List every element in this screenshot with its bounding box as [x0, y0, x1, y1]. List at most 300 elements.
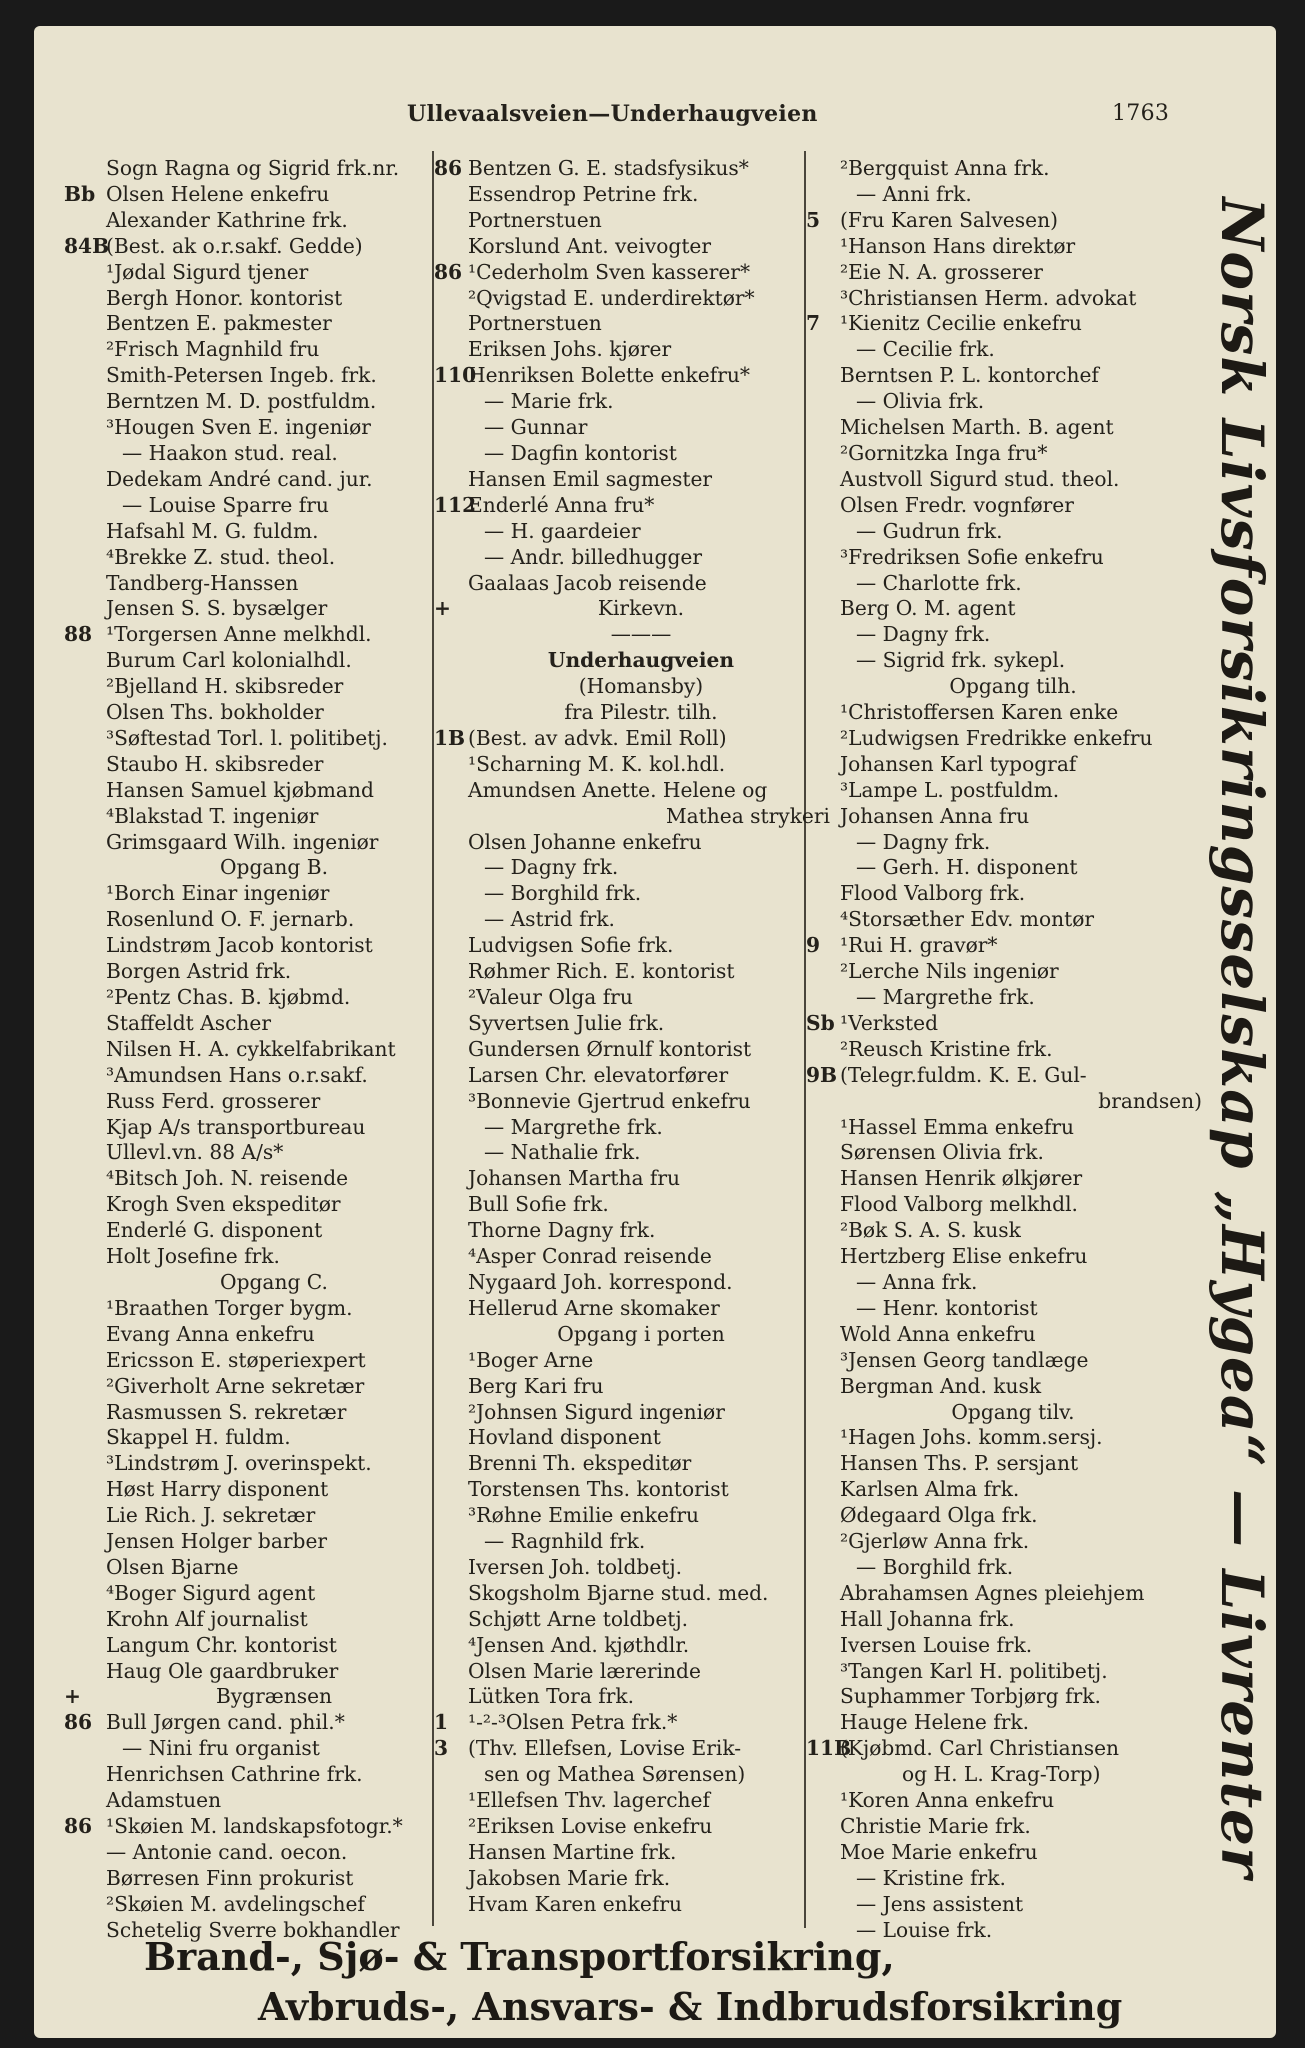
directory-entry — [64, 363, 462, 389]
entry-text: Røhmer Rich. E. kontorist — [468, 959, 735, 984]
directory-entry — [434, 156, 834, 182]
directory-column-3 — [806, 156, 1206, 1944]
directory-entry — [64, 1710, 462, 1736]
directory-entry — [806, 752, 1206, 778]
entry-text: Iversen Joh. toldbetj. — [468, 1554, 683, 1579]
directory-entry — [64, 778, 462, 804]
directory-entry — [64, 1866, 462, 1892]
directory-entry — [806, 545, 1206, 571]
directory-entry — [806, 1270, 1206, 1296]
entry-text: ²Skøien M. avdelingschef — [106, 1891, 365, 1916]
directory-entry — [64, 700, 462, 726]
entry-text: Staffeldt Ascher — [106, 1010, 272, 1035]
entry-text: Kirkevn. — [597, 596, 685, 621]
entry-text: Henrichsen Cathrine frk. — [106, 1762, 363, 1787]
entry-text: Flood Valborg frk. — [840, 881, 1026, 906]
directory-entry — [434, 1400, 834, 1426]
entry-text: ⁴Brekke Z. stud. theol. — [106, 544, 336, 569]
directory-entry — [806, 1063, 1206, 1089]
entry-text: Flood Valborg melkhdl. — [840, 1192, 1078, 1217]
directory-column-2 — [434, 156, 834, 1918]
directory-entry — [64, 1814, 462, 1840]
entry-text: Olsen Fredr. vognfører — [840, 492, 1074, 517]
entry-text: Borgen Astrid frk. — [106, 959, 292, 984]
directory-entry — [434, 1011, 834, 1037]
entry-text: ²Bergquist Anna frk. — [840, 156, 1050, 180]
entry-text: Syvertsen Julie frk. — [468, 1010, 665, 1035]
directory-entry — [806, 1166, 1206, 1192]
directory-entry — [806, 1684, 1206, 1710]
entry-text: Adamstuen — [106, 1788, 222, 1813]
entry-text: ¹Hanson Hans direktør — [840, 233, 1076, 258]
entry-text: Olsen Helene enkefru — [106, 181, 330, 206]
entry-text: — Anni frk. — [856, 181, 972, 206]
entry-text: Staubo H. skibsreder — [106, 751, 324, 776]
entry-text: Krohn Alf journalist — [106, 1606, 308, 1631]
house-number: 88 — [64, 622, 93, 647]
directory-entry — [434, 674, 834, 700]
house-number: 86 — [64, 1710, 93, 1735]
directory-entry — [434, 1840, 834, 1866]
entry-text: ²Pentz Chas. B. kjøbmd. — [106, 985, 351, 1009]
entry-text: (Kjøbmd. Carl Christiansen — [840, 1736, 1120, 1761]
entry-text: Kjap A/s transportbureau — [106, 1114, 366, 1139]
directory-entry — [64, 1348, 462, 1374]
entry-text: ²Frisch Magnhild fru — [106, 337, 320, 362]
directory-entry — [64, 1659, 462, 1685]
directory-entry — [806, 1814, 1206, 1840]
entry-text: ⁴Storsæther Edv. montør — [840, 907, 1095, 932]
entry-text: ¹Rui H. gravør* — [840, 933, 998, 958]
directory-entry — [434, 441, 834, 467]
directory-entry — [64, 622, 462, 648]
directory-entry — [434, 545, 834, 571]
entry-text: Opgang B. — [219, 855, 329, 880]
directory-entry — [806, 1788, 1206, 1814]
entry-text: ¹Borch Einar ingeniør — [106, 881, 330, 906]
entry-text: Portnerstuen — [468, 311, 602, 336]
directory-entry — [434, 234, 834, 260]
directory-entry — [434, 596, 834, 622]
entry-text: ¹Ellefsen Thv. lagerchef — [468, 1788, 710, 1813]
directory-entry — [64, 1115, 462, 1141]
directory-entry — [64, 1374, 462, 1400]
entry-text: ¹Verksted — [840, 1010, 938, 1035]
entry-text: Bergman And. kusk — [840, 1373, 1042, 1398]
house-number: 1 — [434, 1710, 449, 1735]
directory-entry — [64, 286, 462, 312]
directory-entry — [434, 1425, 834, 1451]
directory-entry — [434, 1659, 834, 1685]
entry-text: Berntsen P. L. kontorchef — [840, 363, 1099, 388]
entry-text: — Andr. billedhugger — [484, 544, 702, 569]
entry-text: — Nini fru organist — [122, 1736, 320, 1761]
directory-entry — [806, 234, 1206, 260]
directory-entry — [64, 208, 462, 234]
directory-entry — [806, 1218, 1206, 1244]
directory-entry — [806, 467, 1206, 493]
directory-entry — [64, 234, 462, 260]
directory-entry — [434, 1451, 834, 1477]
directory-entry — [806, 855, 1206, 881]
directory-entry — [806, 674, 1206, 700]
entry-text: (Best. ak o.r.sakf. Gedde) — [106, 233, 363, 258]
directory-entry — [434, 1633, 834, 1659]
directory-entry — [806, 1244, 1206, 1270]
entry-text: — Dagny frk. — [484, 855, 619, 880]
entry-text: Mathea strykeri — [665, 803, 830, 828]
entry-text: ³Hougen Sven E. ingeniør — [106, 415, 371, 440]
house-number: 112 — [434, 492, 477, 517]
entry-text: ⁴Boger Sigurd agent — [106, 1580, 316, 1605]
directory-entry — [64, 985, 462, 1011]
entry-text: Sørensen Olivia frk. — [840, 1140, 1044, 1165]
entry-text: — Louise frk. — [856, 1917, 993, 1942]
house-number: 9 — [806, 933, 821, 958]
entry-text: Burum Carl kolonialhdl. — [106, 648, 352, 673]
directory-entry — [64, 1555, 462, 1581]
house-number: + — [64, 1684, 81, 1709]
directory-entry — [434, 1244, 834, 1270]
directory-entry — [64, 1762, 462, 1788]
directory-entry — [64, 1529, 462, 1555]
directory-entry — [434, 1063, 834, 1089]
directory-entry — [806, 208, 1206, 234]
directory-entry — [806, 493, 1206, 519]
directory-entry — [64, 182, 462, 208]
entry-text: ³Røhne Emilie enkefru — [468, 1503, 700, 1528]
house-number: 3 — [434, 1736, 449, 1761]
directory-entry — [64, 804, 462, 830]
directory-entry — [806, 182, 1206, 208]
entry-text: (Telegr.fuldm. K. E. Gul- — [840, 1062, 1087, 1087]
directory-entry — [806, 519, 1206, 545]
directory-entry — [806, 1451, 1206, 1477]
entry-text: Opgang i porten — [557, 1321, 725, 1346]
directory-entry — [434, 1192, 834, 1218]
directory-entry — [64, 1218, 462, 1244]
entry-text: Sogn Ragna og Sigrid frk.nr. — [106, 156, 400, 180]
directory-entry — [806, 1400, 1206, 1426]
directory-entry — [806, 1607, 1206, 1633]
directory-entry — [434, 1115, 834, 1141]
entry-text: — Margrethe frk. — [856, 985, 1035, 1009]
directory-entry — [806, 1322, 1206, 1348]
entry-text: Hauge Helene frk. — [840, 1710, 1030, 1735]
directory-entry — [64, 1684, 462, 1710]
entry-text: ²Lerche Nils ingeniør — [840, 959, 1059, 984]
directory-entry — [806, 1115, 1206, 1141]
entry-text: Enderlé Anna fru* — [468, 492, 655, 517]
entry-text: Langum Chr. kontorist — [106, 1632, 337, 1657]
entry-text: Wold Anna enkefru — [840, 1321, 1036, 1346]
entry-text: Michelsen Marth. B. agent — [840, 415, 1114, 440]
directory-entry — [64, 1425, 462, 1451]
entry-text: ⁴Blakstad T. ingeniør — [106, 803, 319, 828]
directory-entry — [64, 1736, 462, 1762]
directory-entry — [806, 441, 1206, 467]
directory-entry — [434, 855, 834, 881]
directory-entry — [64, 1270, 462, 1296]
entry-text: Hertzberg Elise enkefru — [840, 1244, 1088, 1269]
entry-text: Ericsson E. støperiexpert — [106, 1347, 366, 1372]
entry-text: ¹Torgersen Anne melkhdl. — [106, 622, 372, 647]
entry-text: ²Giverholt Arne sekretær — [106, 1373, 365, 1398]
directory-entry — [806, 778, 1206, 804]
directory-entry — [64, 1581, 462, 1607]
directory-entry — [806, 571, 1206, 597]
directory-entry — [806, 1710, 1206, 1736]
entry-text: Hvam Karen enkefru — [468, 1891, 682, 1916]
directory-entry — [434, 519, 834, 545]
directory-entry — [64, 933, 462, 959]
entry-text: Gundersen Ørnulf kontorist — [468, 1036, 752, 1061]
directory-entry — [806, 1011, 1206, 1037]
entry-text: Portnerstuen — [468, 207, 602, 232]
entry-text: Amundsen Anette. Helene og — [468, 777, 768, 802]
directory-entry — [806, 363, 1206, 389]
entry-text: ³Bonnevie Gjertrud enkefru — [468, 1088, 751, 1113]
entry-text: Hall Johanna frk. — [840, 1606, 1015, 1631]
directory-entry — [434, 1477, 834, 1503]
directory-entry — [806, 1296, 1206, 1322]
entry-text: Schetelig Sverre bokhandler — [106, 1917, 400, 1942]
entry-text: ¹Hagen Johs. komm.sersj. — [840, 1425, 1103, 1450]
directory-entry — [64, 1140, 462, 1166]
entry-text: ¹Boger Arne — [468, 1347, 594, 1372]
house-number: 110 — [434, 363, 477, 388]
entry-text: Torstensen Ths. kontorist — [468, 1477, 729, 1502]
house-number: 86 — [434, 259, 463, 284]
directory-entry — [434, 1374, 834, 1400]
entry-text: Nygaard Joh. korrespond. — [468, 1269, 733, 1294]
house-number: 86 — [64, 1814, 93, 1838]
entry-text: — Haakon stud. real. — [122, 440, 338, 465]
entry-text: ²Gornitzka Inga fru* — [840, 440, 1048, 465]
directory-column-1 — [64, 156, 462, 1944]
directory-entry — [434, 1710, 834, 1736]
footer-advertisement-line-2: Avbruds-, Ansvars- & Indbrudsforsikring — [258, 1984, 1123, 2029]
entry-text: Lütken Tora frk. — [468, 1684, 635, 1709]
directory-entry — [434, 1270, 834, 1296]
directory-entry — [806, 622, 1206, 648]
directory-entry — [434, 985, 834, 1011]
entry-text: ³Tangen Karl H. politibetj. — [840, 1658, 1108, 1683]
entry-text: Iversen Louise frk. — [840, 1632, 1033, 1657]
entry-text: — Gerh. H. disponent — [856, 855, 1078, 880]
entry-text: Johansen Martha fru — [468, 1166, 681, 1191]
directory-entry — [434, 260, 834, 286]
entry-text: — Ragnhild frk. — [484, 1529, 646, 1554]
house-number: 11B — [806, 1736, 852, 1761]
directory-entry — [64, 1503, 462, 1529]
directory-entry — [434, 1037, 834, 1063]
directory-entry — [806, 726, 1206, 752]
entry-text: Essendrop Petrine frk. — [468, 181, 699, 206]
entry-text: (Homansby) — [578, 674, 704, 699]
house-number: 1B — [434, 725, 466, 750]
house-number: 9B — [806, 1062, 838, 1087]
entry-text: Underhaugveien — [547, 648, 735, 673]
footer-advertisement-line-1: Brand-, Sjø- & Transportforsikring, — [144, 1934, 895, 1979]
directory-entry — [806, 1840, 1206, 1866]
directory-entry — [434, 804, 834, 830]
entry-text: ¹Koren Anna enkefru — [840, 1788, 1055, 1813]
house-number: Sb — [806, 1010, 835, 1035]
directory-entry — [64, 1840, 462, 1866]
directory-entry — [806, 1866, 1206, 1892]
directory-page — [34, 26, 1276, 2038]
entry-text: ³Amundsen Hans o.r.sakf. — [106, 1062, 368, 1087]
entry-text: Russ Ferd. grosserer — [106, 1088, 321, 1113]
directory-entry — [64, 881, 462, 907]
directory-entry — [434, 493, 834, 519]
entry-text: Evang Anna enkefru — [106, 1321, 315, 1346]
directory-entry — [434, 1322, 834, 1348]
entry-text: fra Pilestr. tilh. — [564, 700, 718, 725]
entry-text: Smith-Petersen Ingeb. frk. — [106, 363, 377, 388]
directory-entry — [434, 1736, 834, 1762]
entry-text: Olsen Marie lærerinde — [468, 1658, 701, 1683]
directory-entry — [64, 1788, 462, 1814]
entry-text: ¹Christoffersen Karen enke — [840, 700, 1119, 725]
directory-entry — [434, 208, 834, 234]
directory-entry — [806, 700, 1206, 726]
entry-text: ²Gjerløw Anna frk. — [840, 1529, 1030, 1554]
entry-text: Bentzen E. pakmester — [106, 311, 332, 336]
entry-text: Johansen Anna fru — [840, 803, 1030, 828]
directory-entry — [64, 830, 462, 856]
directory-entry — [64, 855, 462, 881]
entry-text: sen og Mathea Sørensen) — [484, 1762, 746, 1787]
entry-text: brandsen) — [1098, 1088, 1202, 1113]
entry-text: ³Fredriksen Sofie enkefru — [840, 544, 1104, 569]
directory-entry — [64, 415, 462, 441]
directory-entry — [64, 1892, 462, 1918]
directory-entry — [64, 1451, 462, 1477]
directory-entry — [806, 389, 1206, 415]
entry-text: ²Ludwigsen Fredrikke enkefru — [840, 725, 1153, 750]
entry-text: — Antonie cand. oecon. — [106, 1839, 348, 1864]
directory-entry — [806, 1529, 1206, 1555]
directory-entry — [806, 804, 1206, 830]
directory-entry — [434, 1555, 834, 1581]
directory-entry — [64, 1063, 462, 1089]
directory-entry — [434, 1814, 834, 1840]
entry-text: — Cecilie frk. — [856, 337, 995, 362]
directory-entry — [64, 571, 462, 597]
directory-entry — [434, 286, 834, 312]
entry-text: — Olivia frk. — [856, 389, 985, 414]
entry-text: ²Eie N. A. grosserer — [840, 259, 1043, 284]
entry-text: Børresen Finn prokurist — [106, 1865, 354, 1890]
entry-text: — Gunnar — [484, 415, 588, 440]
entry-text: Lie Rich. J. sekretær — [106, 1503, 316, 1528]
directory-entry — [434, 1166, 834, 1192]
entry-text: Skogsholm Bjarne stud. med. — [468, 1580, 769, 1605]
entry-text: — Gudrun frk. — [856, 518, 1003, 543]
directory-entry — [434, 311, 834, 337]
entry-text: Haug Ole gaardbruker — [106, 1658, 339, 1683]
directory-entry — [64, 1633, 462, 1659]
entry-text: Tandberg-Hanssen — [106, 570, 299, 595]
directory-entry — [434, 959, 834, 985]
entry-text: ³Lampe L. postfuldm. — [840, 777, 1060, 802]
directory-entry — [434, 622, 834, 648]
entry-text: — Astrid frk. — [484, 907, 615, 932]
directory-entry — [806, 596, 1206, 622]
directory-entry — [806, 1581, 1206, 1607]
directory-entry — [434, 1892, 834, 1918]
entry-text: ——— — [610, 622, 672, 647]
directory-entry — [64, 648, 462, 674]
directory-entry — [64, 493, 462, 519]
entry-text: Ludvigsen Sofie frk. — [468, 933, 674, 958]
entry-text: — Borghild frk. — [856, 1554, 1014, 1579]
entry-text: (Best. av advk. Emil Roll) — [468, 725, 727, 750]
entry-text: — Dagny frk. — [856, 622, 991, 647]
directory-entry — [806, 648, 1206, 674]
house-number: 7 — [806, 311, 821, 336]
directory-entry — [64, 156, 462, 182]
entry-text: Bull Sofie frk. — [468, 1192, 609, 1217]
entry-text: Henriksen Bolette enkefru* — [468, 363, 750, 388]
directory-entry — [434, 1218, 834, 1244]
entry-text: Enderlé G. disponent — [106, 1218, 323, 1243]
entry-text: Hansen Henrik ølkjører — [840, 1166, 1083, 1191]
directory-entry — [64, 311, 462, 337]
entry-text: Moe Marie enkefru — [840, 1839, 1038, 1864]
directory-entry — [64, 545, 462, 571]
entry-text: Dedekam André cand. jur. — [106, 466, 373, 491]
entry-text: — Dagny frk. — [856, 829, 991, 854]
directory-entry — [434, 1581, 834, 1607]
entry-text: Larsen Chr. elevatorfører — [468, 1062, 729, 1087]
directory-entry — [806, 337, 1206, 363]
entry-text: Jensen S. S. bysælger — [106, 596, 328, 621]
entry-text: Hafsahl M. G. fuldm. — [106, 518, 319, 543]
entry-text: — Dagfin kontorist — [484, 440, 677, 465]
directory-entry — [806, 1736, 1206, 1762]
directory-entry — [434, 752, 834, 778]
entry-text: ²Bjelland H. skibsreder — [106, 674, 344, 699]
directory-entry — [64, 519, 462, 545]
directory-entry — [434, 648, 834, 674]
directory-entry — [434, 1503, 834, 1529]
directory-entry — [806, 985, 1206, 1011]
entry-text: Opgang tilh. — [949, 674, 1077, 699]
directory-entry — [64, 1477, 462, 1503]
directory-entry — [64, 752, 462, 778]
directory-entry — [806, 415, 1206, 441]
directory-entry — [806, 1503, 1206, 1529]
directory-entry — [806, 1477, 1206, 1503]
entry-text: ¹Kienitz Cecilie enkefru — [840, 311, 1082, 336]
house-number: + — [434, 596, 451, 621]
entry-text: Holt Josefine frk. — [106, 1244, 280, 1269]
entry-text: ¹-²-³Olsen Petra frk.* — [468, 1710, 678, 1735]
entry-text: Ødegaard Olga frk. — [840, 1503, 1038, 1528]
directory-entry — [806, 1659, 1206, 1685]
entry-text: Opgang C. — [220, 1269, 328, 1294]
directory-entry — [806, 881, 1206, 907]
entry-text: Jensen Holger barber — [106, 1529, 328, 1554]
directory-entry — [434, 389, 834, 415]
entry-text: ²Valeur Olga fru — [468, 985, 633, 1009]
directory-entry — [806, 1633, 1206, 1659]
directory-entry — [806, 1892, 1206, 1918]
directory-entry — [64, 1607, 462, 1633]
